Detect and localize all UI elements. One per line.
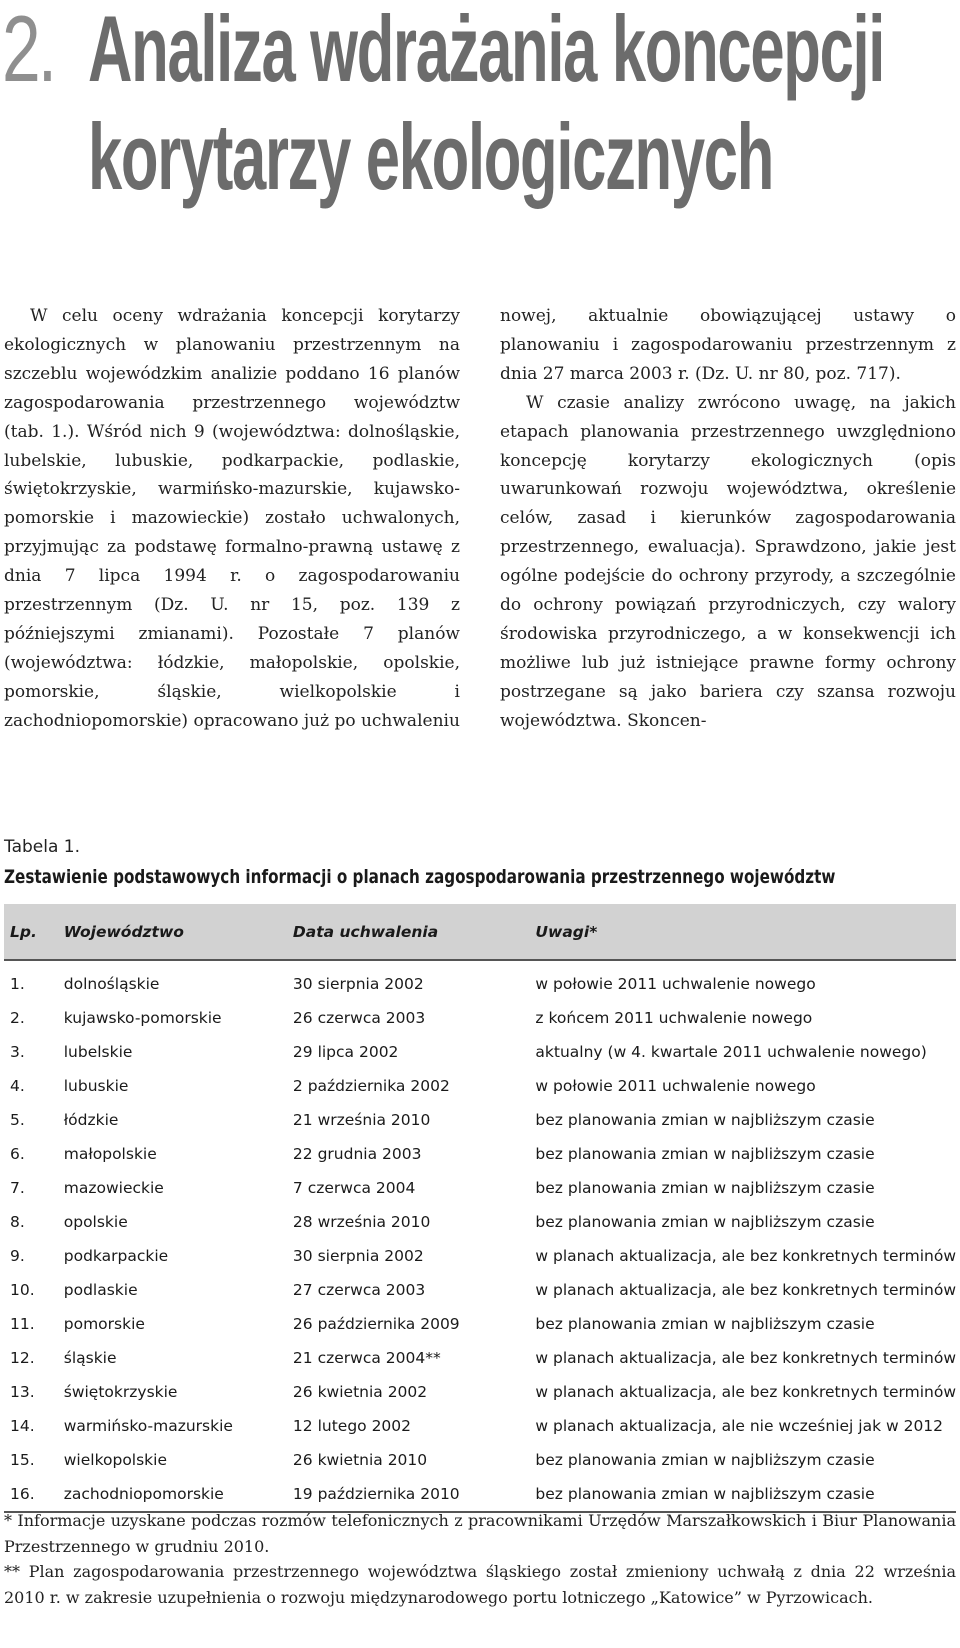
row-lp: 14.	[10, 1417, 35, 1435]
table-row	[4, 1171, 956, 1205]
table-row	[4, 1477, 956, 1512]
row-uwagi: aktualny (w 4. kwartale 2011 uchwalenie nowego)	[535, 1043, 927, 1061]
row-wojewodztwo: świętokrzyskie	[63, 1383, 178, 1401]
row-lp: 9.	[10, 1247, 25, 1265]
table-row	[4, 1341, 956, 1375]
table-row	[4, 1001, 956, 1035]
row-uwagi: w połowie 2011 uchwalenie nowego	[535, 1077, 816, 1095]
table-caption	[4, 836, 954, 890]
row-lp: 8.	[10, 1213, 25, 1231]
row-wojewodztwo: lubuskie	[63, 1077, 129, 1095]
row-lp: 5.	[10, 1111, 25, 1129]
table-label: Tabela 1.	[4, 837, 81, 857]
footnote-1: * Informacje uzyskane podczas rozmów telefonicznych z pracownikami Urzędów Marszałkowskich i Biur Planowania Przestrzennego w grudniu 2010.	[4, 1511, 956, 1556]
row-data-uchwalenia: 21 czerwca 2004**	[292, 1349, 441, 1367]
row-data-uchwalenia: 30 sierpnia 2002	[292, 1247, 424, 1265]
row-lp: 12.	[10, 1349, 35, 1367]
row-uwagi: w planach aktualizacja, ale bez konkretnych terminów	[535, 1247, 956, 1265]
table-row	[4, 1035, 956, 1069]
header-data-uchwalenia: Data uchwalenia	[287, 904, 530, 960]
left-column	[4, 302, 460, 736]
row-wojewodztwo: lubelskie	[63, 1043, 133, 1061]
row-uwagi: bez planowania zmian w najbliższym czasie	[535, 1451, 875, 1469]
row-data-uchwalenia: 29 lipca 2002	[292, 1043, 399, 1061]
chapter-number: 2.	[2, 0, 55, 101]
chapter-title-line-1: Analiza wdrażania koncepcji	[88, 0, 885, 101]
chapter-title-line-2: korytarzy ekologicznych	[88, 104, 774, 209]
row-uwagi: w planach aktualizacja, ale bez konkretnych terminów	[535, 1349, 956, 1367]
table-body	[4, 960, 956, 1512]
row-lp: 1.	[10, 975, 25, 993]
row-wojewodztwo: opolskie	[63, 1213, 128, 1231]
row-data-uchwalenia: 12 lutego 2002	[292, 1417, 412, 1435]
row-wojewodztwo: małopolskie	[63, 1145, 157, 1163]
row-lp: 11.	[10, 1315, 35, 1333]
table-row	[4, 1069, 956, 1103]
right-continuation: nowej, aktualnie obowiązującej ustawy o planowaniu i zagospodarowaniu przestrzennym z dnia 27 marca 2003 r. (Dz. U. nr 80, poz. 717).	[500, 306, 956, 384]
table-row	[4, 1103, 956, 1137]
row-uwagi: bez planowania zmian w najbliższym czasie	[535, 1213, 875, 1231]
row-lp: 10.	[10, 1281, 35, 1299]
row-data-uchwalenia: 21 września 2010	[292, 1111, 431, 1129]
row-uwagi: bez planowania zmian w najbliższym czasie	[535, 1179, 875, 1197]
row-wojewodztwo: podlaskie	[63, 1281, 138, 1299]
row-wojewodztwo: pomorskie	[63, 1315, 145, 1333]
table-header-row	[4, 904, 956, 960]
row-lp: 13.	[10, 1383, 35, 1401]
row-lp: 7.	[10, 1179, 25, 1197]
row-data-uchwalenia: 27 czerwca 2003	[292, 1281, 426, 1299]
header-lp: Lp.	[4, 904, 58, 960]
row-lp: 16.	[4, 1477, 58, 1512]
chapter-heading	[0, 0, 960, 220]
row-lp: 4.	[10, 1077, 25, 1095]
row-wojewodztwo: łódzkie	[63, 1111, 119, 1129]
row-data-uchwalenia: 26 października 2009	[292, 1315, 460, 1333]
row-data-uchwalenia: 26 czerwca 2003	[292, 1009, 426, 1027]
row-uwagi: bez planowania zmian w najbliższym czasie	[535, 1315, 875, 1333]
row-data-uchwalenia: 7 czerwca 2004	[292, 1179, 416, 1197]
row-wojewodztwo: wielkopolskie	[63, 1451, 168, 1469]
row-wojewodztwo: podkarpackie	[63, 1247, 169, 1265]
row-uwagi: w planach aktualizacja, ale bez konkretnych terminów	[535, 1281, 956, 1299]
table-row	[4, 1205, 956, 1239]
table-row	[4, 1273, 956, 1307]
row-lp: 6.	[10, 1145, 25, 1163]
row-uwagi: w planach aktualizacja, ale nie wcześniej jak w 2012	[535, 1417, 944, 1435]
table-row	[4, 1307, 956, 1341]
table-row	[4, 1137, 956, 1171]
table-title: Zestawienie podstawowych informacji o planach zagospodarowania przestrzennego województw	[4, 866, 836, 888]
row-uwagi: z końcem 2011 uchwalenie nowego	[535, 1009, 813, 1027]
row-uwagi: bez planowania zmian w najbliższym czasie	[529, 1477, 956, 1512]
row-data-uchwalenia: 19 października 2010	[287, 1477, 530, 1512]
row-lp: 3.	[10, 1043, 25, 1061]
row-data-uchwalenia: 30 sierpnia 2002	[292, 975, 424, 993]
footnote-2: ** Plan zagospodarowania przestrzennego województwa śląskiego został zmieniony uchwałą z dnia 22 września 2010 r. w zakresie uzupełnienia o rozwoju międzynarodowego portu lotniczego „Katowice” w Pyrzowicach.	[4, 1562, 956, 1607]
row-data-uchwalenia: 22 grudnia 2003	[292, 1145, 422, 1163]
row-wojewodztwo: dolnośląskie	[63, 975, 160, 993]
right-column	[500, 302, 956, 736]
left-paragraph: W celu oceny wdrażania koncepcji korytarzy ekologicznych w planowaniu przestrzennym na szczeblu wojewódzkim analizie poddano 16 planów zagospodarowania przestrzennego województw (tab. 1.). Wśród nich 9 (województwa: dolnośląskie, lubelskie, lubuskie, podkarpackie, podlaskie, świętokrzyskie, warmińsko-mazurskie, kujawsko-pomorskie i mazowieckie) zostało uchwalonych, przyjmując za podstawę formalno-prawną ustawę z dnia 7 lipca 1994 r. o zagospodarowaniu przestrzennym (Dz. U. nr 15, poz. 139 z późniejszymi zmianami). Pozostałe 7 planów (województwa: łódzkie, małopolskie, opolskie, pomorskie, śląskie, wielkopolskie i zachodniopomorskie) opracowano już po uchwaleniu	[4, 306, 460, 731]
table-row	[4, 1443, 956, 1477]
row-wojewodztwo: warmińsko-mazurskie	[63, 1417, 233, 1435]
row-uwagi: w planach aktualizacja, ale bez konkretnych terminów	[535, 1383, 956, 1401]
row-uwagi: bez planowania zmian w najbliższym czasie	[535, 1111, 875, 1129]
row-wojewodztwo: śląskie	[63, 1349, 117, 1367]
header-wojewodztwo: Województwo	[58, 904, 287, 960]
table-row	[4, 1409, 956, 1443]
table-row	[4, 960, 956, 1001]
row-data-uchwalenia: 26 kwietnia 2002	[292, 1383, 428, 1401]
row-data-uchwalenia: 26 kwietnia 2010	[292, 1451, 428, 1469]
row-data-uchwalenia: 28 września 2010	[292, 1213, 431, 1231]
row-wojewodztwo: zachodniopomorskie	[58, 1477, 287, 1512]
row-lp: 2.	[10, 1009, 25, 1027]
right-paragraph: W czasie analizy zwrócono uwagę, na jakich etapach planowania przestrzennego uwzględniono koncepcję korytarzy ekologicznych (opis uwarunkowań rozwoju województwa, określenie celów, zasad i kierunków zagospodarowania przestrzennego, ewaluacja). Sprawdzono, jakie jest ogólne podejście do ochrony przyrody, a szczególnie do ochrony powiązań przyrodniczych, czy walory środowiska przyrodniczego, a w konsekwencji ich możliwe lub już istniejące prawne formy ochrony postrzegane są jako bariera czy szansa rozwoju województwa. Skoncen-	[500, 392, 956, 731]
row-lp: 15.	[10, 1451, 35, 1469]
row-uwagi: w połowie 2011 uchwalenie nowego	[535, 975, 816, 993]
row-data-uchwalenia: 2 października 2002	[292, 1077, 450, 1095]
table-row	[4, 1239, 956, 1273]
row-wojewodztwo: kujawsko-pomorskie	[63, 1009, 222, 1027]
footnotes	[4, 1508, 956, 1610]
plans-table	[4, 904, 956, 1513]
header-uwagi: Uwagi*	[529, 904, 956, 960]
table-row	[4, 1375, 956, 1409]
row-uwagi: bez planowania zmian w najbliższym czasie	[535, 1145, 875, 1163]
row-wojewodztwo: mazowieckie	[63, 1179, 164, 1197]
